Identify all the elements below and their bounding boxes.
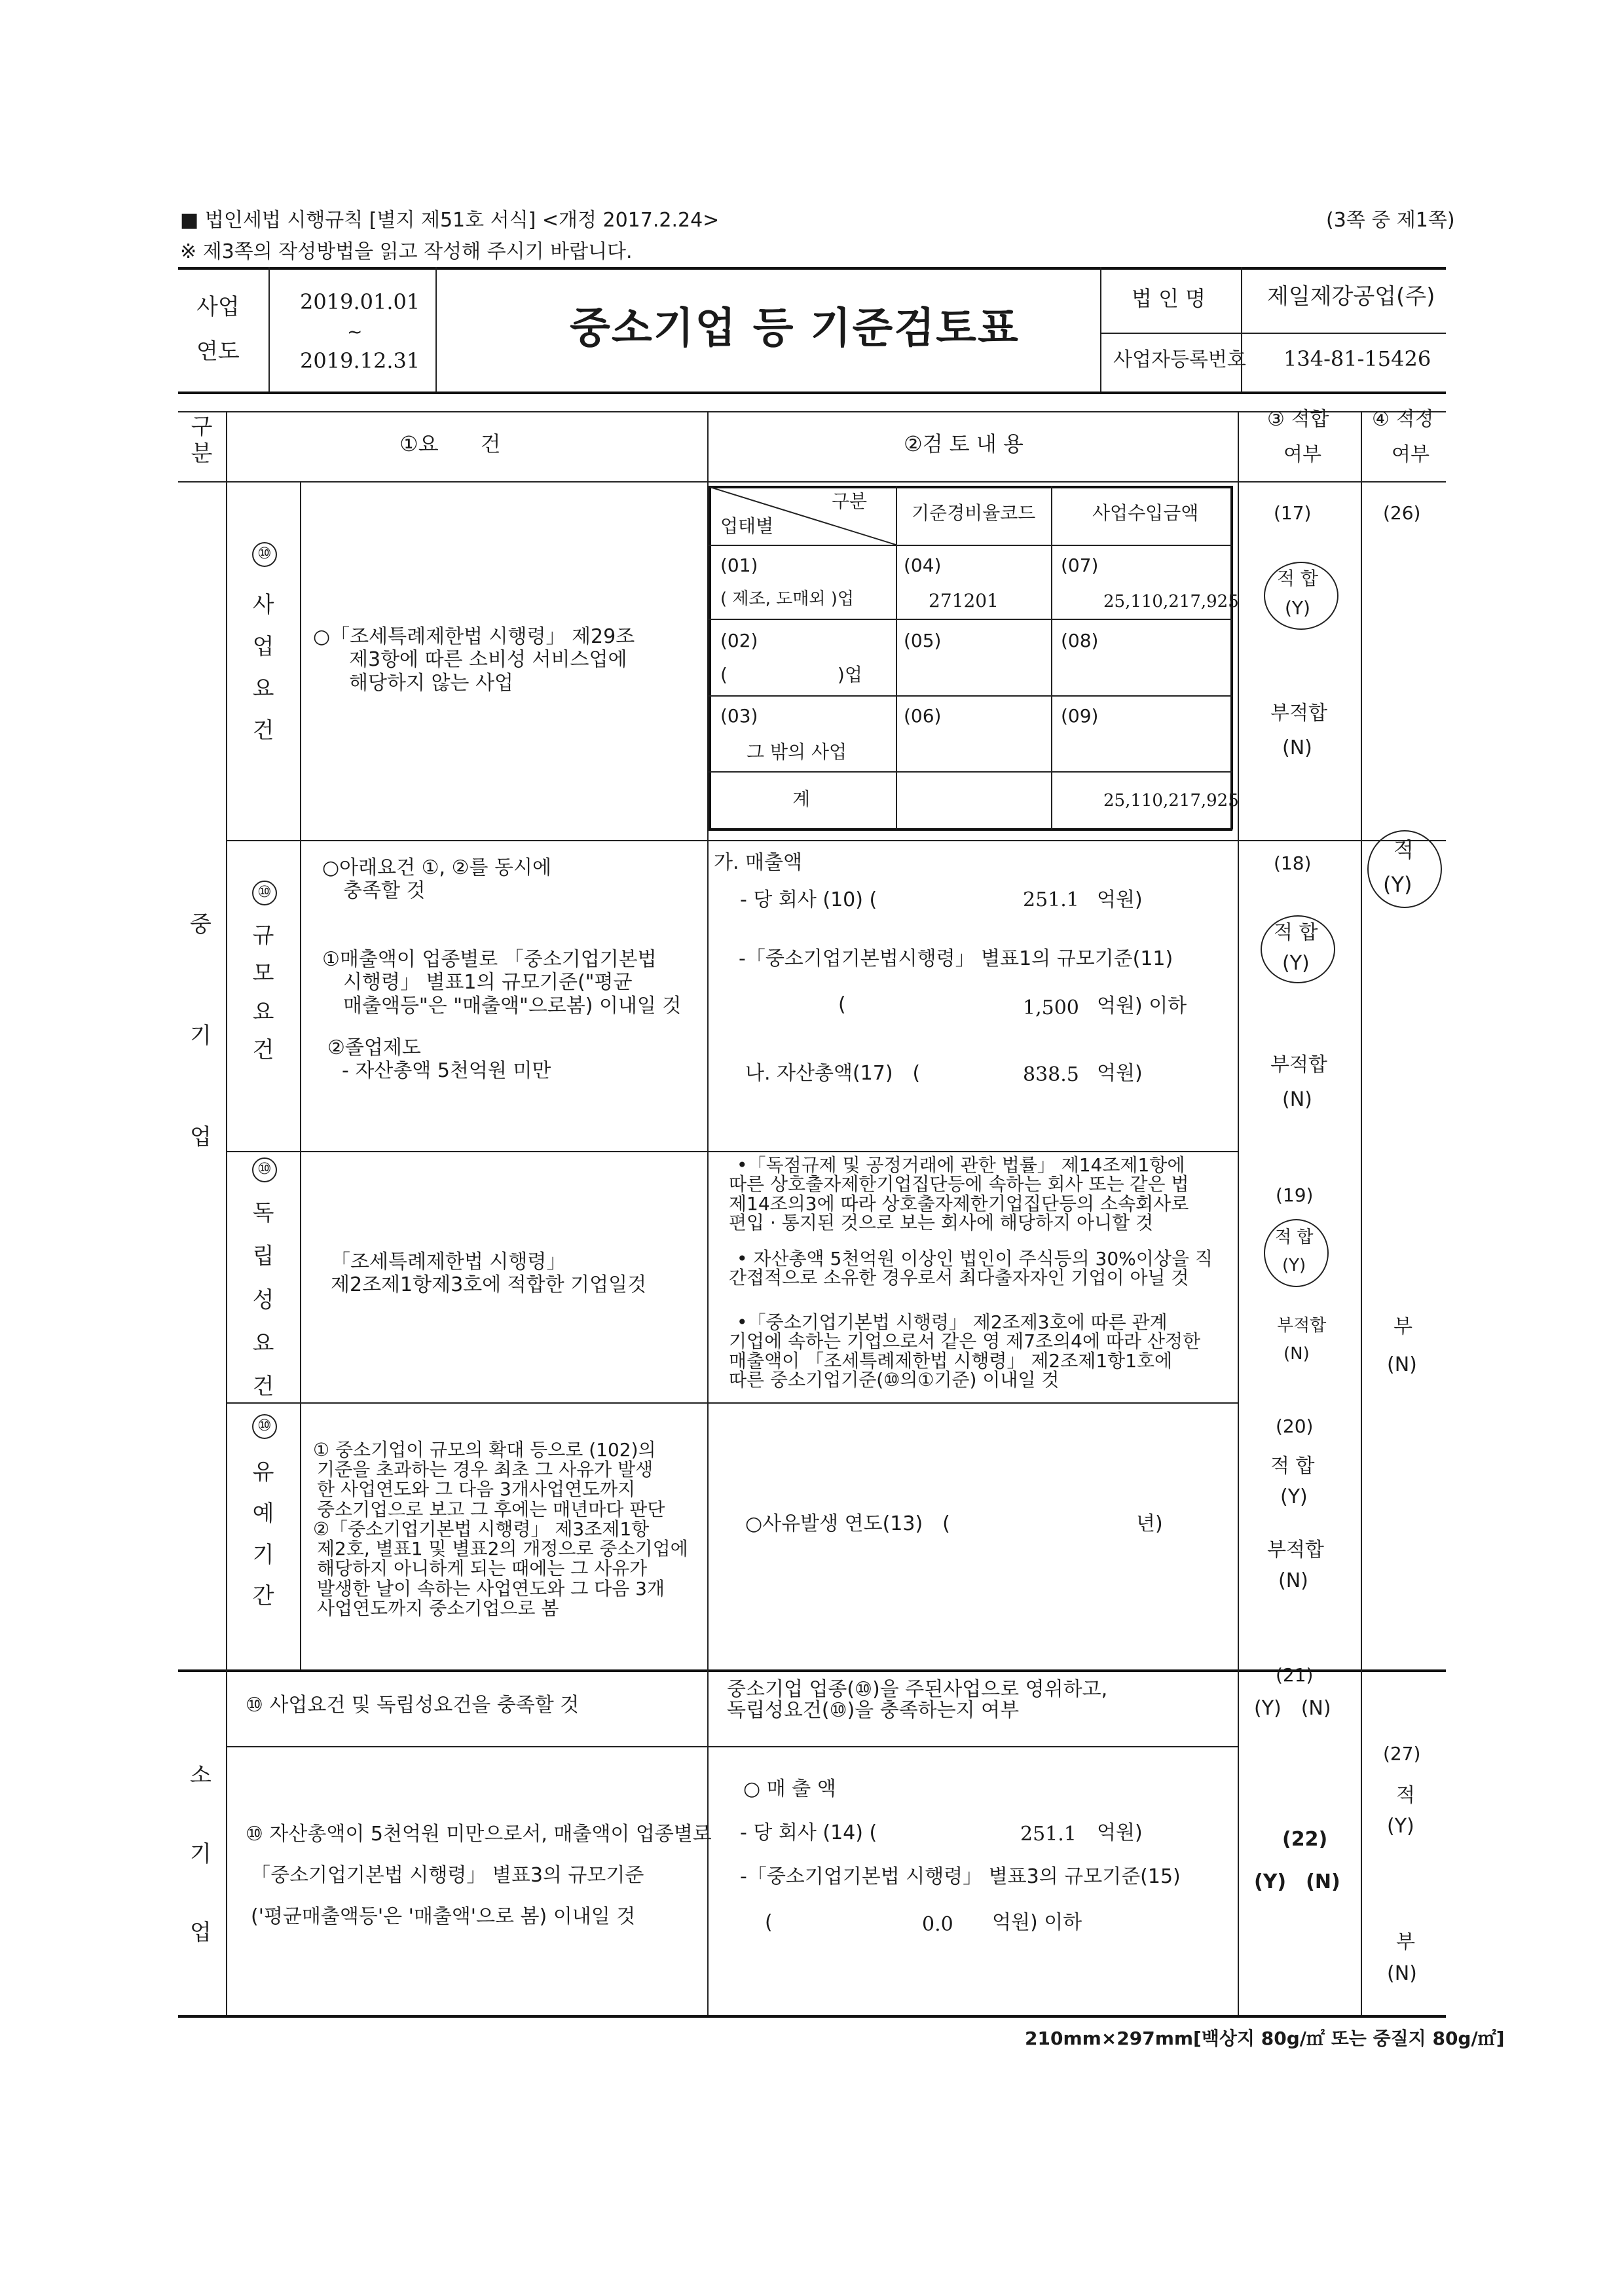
row106-fit-yn: (Y) (N) — [1254, 1870, 1340, 1893]
row103-fit-n: (N) — [1283, 1344, 1310, 1364]
r2-name: ( )업 — [720, 664, 862, 685]
total-label: 계 — [792, 788, 811, 810]
row102-rev-a: 가. 매출액 — [714, 851, 802, 874]
row106-rev-1-label: - 당 회사 (14) ( — [740, 1821, 877, 1844]
biz-no: 134-81-15426 — [1283, 346, 1431, 371]
row103-fit-y: (Y) — [1282, 1256, 1306, 1275]
col-requirement: ①요 건 — [399, 431, 501, 456]
row104-fit-yes: 적 합 — [1270, 1455, 1315, 1478]
r2-income-no: (08) — [1061, 630, 1099, 651]
r2-no: (02) — [720, 630, 758, 651]
row105-fit-no: (21) — [1276, 1664, 1314, 1686]
row102-req-1: ①매출액이 업종별로 「중소기업기본법 시행령」 별표1의 규모기준("평균 매출액등"은 "매출액"으로봄) 이내일 것 — [322, 948, 682, 1017]
period-start: 2019.01.01 — [300, 289, 420, 314]
r1-income: 25,110,217,925 — [1103, 592, 1239, 611]
row101-num: ⑩ — [257, 544, 272, 562]
row103-fit-yes: 적 합 — [1275, 1228, 1314, 1247]
inner-header-income: 사업수입금액 — [1092, 502, 1199, 524]
row102-fit-no-label: 부적합 — [1270, 1053, 1327, 1076]
r3-code-no: (06) — [904, 705, 942, 727]
form-reference: ■ 법인세법 시행규칙 [별지 제51호 서식] <개정 2017.2.24> — [180, 209, 720, 232]
row105-fit-yn: (Y) (N) — [1254, 1697, 1331, 1720]
side-sme-3: 업 — [190, 1124, 212, 1150]
row102-rev-b-unit: 억원) — [1097, 1062, 1143, 1085]
r1-income-no: (07) — [1061, 555, 1099, 576]
row103-fit-no: (19) — [1276, 1184, 1314, 1206]
period-end: 2019.12.31 — [300, 348, 420, 373]
corp-name: 제일제강공업(주) — [1267, 283, 1435, 310]
row102-proper-y: (Y) — [1383, 872, 1412, 897]
col-fit-1: ③ 적합 — [1267, 408, 1329, 431]
row104-num: ⑩ — [257, 1416, 272, 1434]
row104-requirement: ① 중소기업이 규모의 확대 등으로 (102)의 기준을 초과하는 경우 최초 그 사유가 발생 한 사업연도와 그 다음 3개사업연도까지 중소기업으로 보고 그 후에는 매년마다 판단 ②「중소기업기본법 시행령」 제3조제1항 제2호, 별표1 및 별표2의 개정으로 중소기업에 해당하지 아니하게 되는 때에는 그 사유가 발생한 날이 속하는 사업연도와 그 다음 3개 사업연도까지 중소기업으로 봄 — [313, 1439, 688, 1619]
inner-header-gubun: 구분 — [832, 490, 868, 512]
row103-label: 독 립 성 요 건 — [252, 1200, 274, 1400]
col-fit-2: 여부 — [1283, 443, 1321, 466]
row106-rev-3-unit: 억원) 이하 — [992, 1911, 1082, 1934]
period-label-1: 사업 — [196, 294, 240, 320]
row102-fit-no: (18) — [1274, 852, 1312, 874]
r3-no: (03) — [720, 705, 758, 727]
row102-rev-b-label: 나. 자산총액(17) ( — [745, 1062, 921, 1085]
side-small-3: 업 — [190, 1920, 212, 1946]
row104-fit-y: (Y) — [1280, 1485, 1308, 1508]
r2-code-no: (05) — [904, 630, 942, 651]
row103-num: ⑩ — [257, 1159, 272, 1178]
row106-fit-no: (22) — [1282, 1828, 1328, 1851]
row104-review-unit: 년) — [1136, 1512, 1163, 1535]
row105-requirement: ⑩ 사업요건 및 독립성요건을 충족할 것 — [246, 1694, 580, 1717]
corp-name-label: 법 인 명 — [1132, 286, 1206, 311]
row104-fit-n: (N) — [1278, 1569, 1308, 1592]
page-info: (3쪽 중 제1쪽) — [1326, 209, 1455, 232]
col-review: ②검 토 내 용 — [904, 431, 1024, 456]
col-proper-1: ④ 적정 — [1372, 408, 1434, 431]
total-income: 25,110,217,925 — [1103, 791, 1239, 811]
col-proper-2: 여부 — [1392, 443, 1430, 466]
small-proper-yes: 적 — [1396, 1784, 1415, 1807]
row104-fit-no-label: 부적합 — [1267, 1539, 1324, 1561]
row106-rev-head: ○ 매 출 액 — [743, 1777, 836, 1800]
small-proper-no: (27) — [1383, 1743, 1421, 1764]
inner-header-industry: 업태별 — [720, 515, 774, 537]
row106-requirement: ⑩ 자산총액이 5천억원 미만으로서, 매출액이 업종별로 「중소기업기본법 시행령」 별표3의 규모기준 ('평균매출액등'은 '매출액'으로 봄) 이내일 것 — [246, 1823, 712, 1928]
r1-no: (01) — [720, 555, 758, 576]
row102-rev-a2-label: -「중소기업기본법시행령」 별표1의 규모기준(11) — [739, 947, 1173, 970]
row103-review-1: •「독점규제 및 공정거래에 관한 법률」 제14조제1항에 따른 상호출자제한기업집단등에 속하는 회사 또는 같은 법 제14조의3에 따라 상호출자제한기업집단등의 소속회사로 편입 · 통지된 것으로 보는 회사에 해당하지 아니할 것 — [729, 1154, 1189, 1234]
row102-rev-a3-open: ( — [838, 993, 846, 1016]
row103-requirement: 「조세특례제한법 시행령」 제2조제1항제3호에 적합한 기업일것 — [331, 1250, 647, 1297]
side-small-2: 기 — [190, 1841, 212, 1867]
row103-review-3: •「중소기업기본법 시행령」 제2조제3호에 따른 관계 기업에 속하는 기업으로서 같은 영 제7조의4에 따라 산정한 매출액이 「조세특례제한법 시행령」 제2조제1항1호에 따른 중소기업기준(⑩의①기준) 이내일 것 — [729, 1311, 1201, 1391]
col-gubun: 구 분 — [191, 414, 213, 467]
row104-review-label: ○사유발생 연도(13) ( — [745, 1512, 950, 1535]
row102-fit-n: (N) — [1282, 1088, 1312, 1111]
small-proper-no-label: 부 — [1396, 1931, 1415, 1954]
row102-fit-yes: 적 합 — [1274, 921, 1318, 944]
row101-requirement: ○「조세특례제한법 시행령」 제29조 제3항에 따른 소비성 서비스업에 해당하지 않는 사업 — [313, 625, 635, 695]
paper-spec-footer: 210mm×297mm[백상지 80g/㎡ 또는 중질지 80g/㎡] — [1025, 2028, 1505, 2049]
row103-proper-n: (N) — [1387, 1353, 1417, 1376]
row103-proper-no-label: 부 — [1393, 1315, 1412, 1338]
notice-text: ※ 제3쪽의 작성방법을 읽고 작성해 주시기 바랍니다. — [180, 240, 633, 263]
side-sme-2: 기 — [190, 1023, 212, 1049]
row102-rev-b-value: 838.5 — [1023, 1063, 1079, 1086]
row106-rev-3-value: 0.0 — [922, 1913, 953, 1936]
r1-code: 271201 — [929, 590, 999, 611]
r3-income-no: (09) — [1061, 705, 1099, 727]
row102-num: ⑩ — [257, 883, 272, 901]
row102-label: 규 모 요 건 — [252, 922, 274, 1064]
row101-fit-yes: 적 합 — [1277, 568, 1318, 589]
inner-header-code: 기준경비율코드 — [912, 502, 1036, 524]
row102-proper-yes: 적 — [1393, 837, 1414, 862]
small-proper-n: (N) — [1387, 1962, 1417, 1985]
period-tilde: ~ — [347, 321, 363, 342]
row101-proper-no: (26) — [1383, 502, 1421, 524]
row102-rev-a1-unit: 억원) — [1097, 888, 1143, 911]
side-sme-1: 중 — [190, 911, 212, 938]
row102-rev-a1-value: 251.1 — [1023, 888, 1079, 911]
page-title: 중소기업 등 기준검토표 — [570, 304, 1020, 353]
row106-rev-3-open: ( — [765, 1911, 773, 1934]
row104-label: 유 예 기 간 — [252, 1459, 274, 1609]
side-small-1: 소 — [190, 1762, 212, 1789]
row105-review: 중소기업 업종(⑩)을 주된사업으로 영위하고, 독립성요건(⑩)을 충족하는지 여부 — [727, 1678, 1108, 1722]
row101-label: 사 업 요 건 — [252, 592, 274, 744]
row102-rev-a3-unit: 억원) 이하 — [1097, 994, 1187, 1017]
small-proper-y: (Y) — [1387, 1815, 1414, 1838]
biz-no-label: 사업자등록번호 — [1113, 348, 1246, 371]
row103-fit-no-label: 부적합 — [1277, 1316, 1327, 1336]
row103-review-2: • 자산총액 5천억원 이상인 법인이 주식등의 30%이상을 직 간접적으로 소유한 경우로서 최다출자자인 기업이 아닐 것 — [729, 1248, 1213, 1289]
r3-name: 그 밖의 사업 — [747, 741, 847, 763]
row102-req-head: ○아래요건 ①, ②를 동시에 충족할 것 — [322, 856, 551, 903]
row101-fit-no-label: 부적합 — [1270, 702, 1327, 725]
row102-rev-a1-label: - 당 회사 (10) ( — [740, 888, 877, 911]
row102-rev-a3-value: 1,500 — [1023, 996, 1079, 1019]
row106-rev-2-label: -「중소기업기본법 시행령」 별표3의 규모기준(15) — [740, 1865, 1181, 1888]
row101-fit-y: (Y) — [1285, 597, 1310, 619]
row106-rev-1-unit: 억원) — [1097, 1821, 1143, 1844]
row104-fit-no: (20) — [1276, 1415, 1314, 1437]
row106-rev-1-value: 251.1 — [1020, 1823, 1077, 1846]
r1-name: ( 제조, 도매외 )업 — [720, 589, 855, 609]
row101-fit-no: (17) — [1274, 502, 1312, 524]
row102-req-2: ②졸업제도 - 자산총액 5천억원 미만 — [327, 1036, 551, 1083]
period-label-2: 연도 — [196, 338, 240, 365]
row102-fit-y: (Y) — [1282, 952, 1310, 975]
r1-code-no: (04) — [904, 555, 942, 576]
row101-fit-n: (N) — [1282, 737, 1312, 759]
